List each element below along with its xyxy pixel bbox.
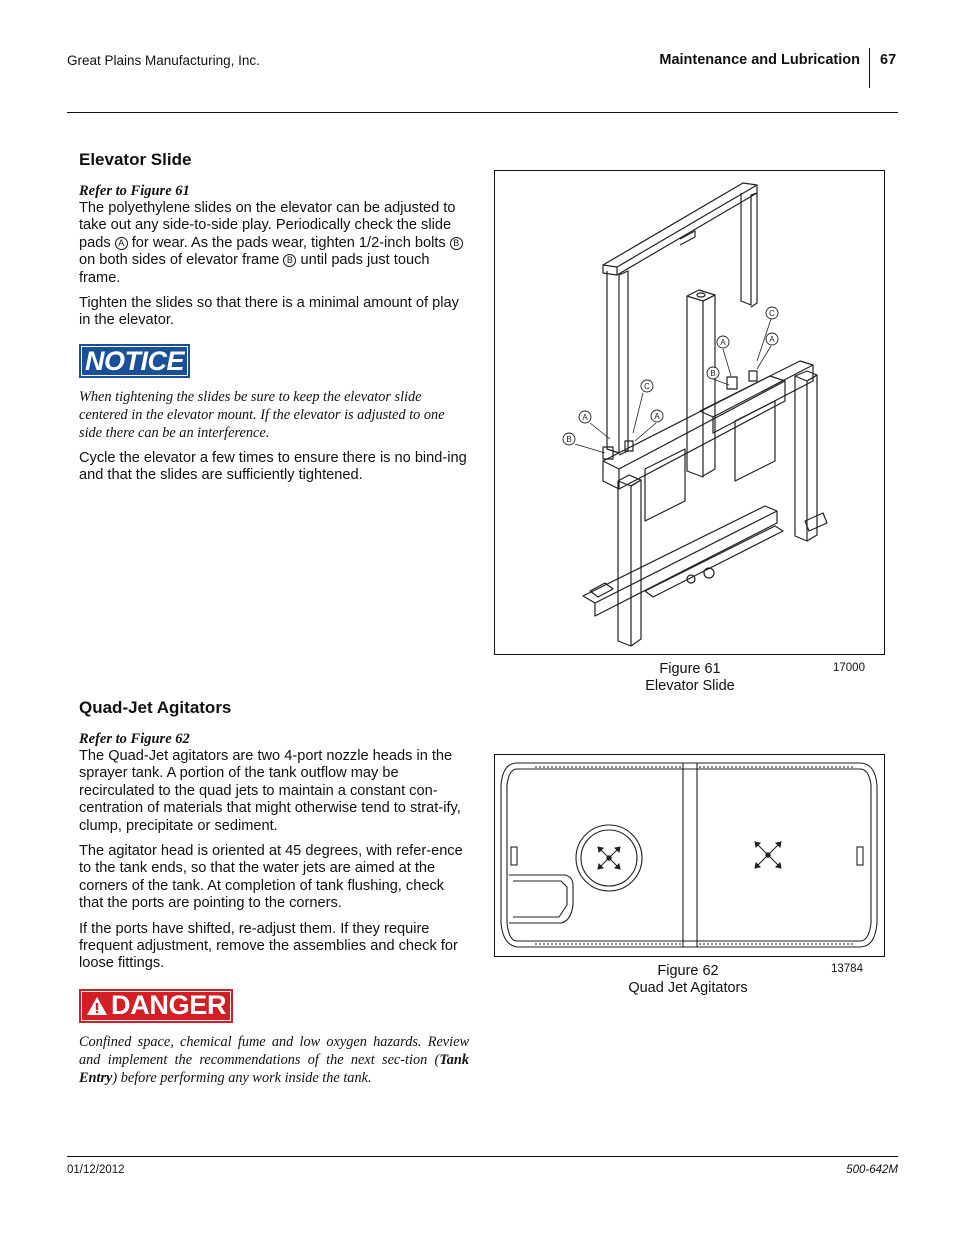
figure-62-quad-jet-agitators bbox=[494, 754, 885, 957]
callout-b-icon: B bbox=[283, 254, 296, 267]
fig61-callout-b1: B bbox=[566, 435, 572, 444]
tank-top-view-drawing bbox=[495, 755, 884, 956]
agitator-jet-right bbox=[755, 842, 781, 868]
header-rule bbox=[67, 112, 898, 113]
figure-61-reference: Refer to Figure 61 bbox=[79, 183, 190, 199]
figure-61-elevator-slide bbox=[494, 170, 885, 655]
agitator-paragraph-2: The agitator head is oriented at 45 degrees, with refer-ence to the tank ends, so that the water jets are aimed at the corners of the tank. At completion of tank flushing, check that the ports are pointing to the corners. bbox=[79, 843, 463, 912]
elevator-slide-heading: Elevator Slide bbox=[79, 150, 192, 169]
fig61-callout-a3: A bbox=[720, 338, 726, 347]
fig61-callout-c1: C bbox=[644, 382, 650, 391]
fig61-callout-b2: B bbox=[710, 369, 716, 378]
quad-jet-heading: Quad-Jet Agitators bbox=[79, 698, 232, 717]
footer-rule bbox=[67, 1156, 898, 1157]
agitator-jet-left bbox=[598, 847, 620, 869]
fig61-callout-a4: A bbox=[769, 335, 775, 344]
header-section-title: Maintenance and Lubrication bbox=[659, 52, 860, 68]
notice-badge: NOTICE bbox=[79, 344, 190, 378]
callout-b-icon: B bbox=[450, 237, 463, 250]
callout-a-icon: A bbox=[115, 237, 128, 250]
elevator-paragraph-1: The polyethylene slides on the elevator can be adjusted to take out any side-to-side play. Periodically check the slide pads A for wear. As the pads wear, tighten 1/2-inch bolts B on both sides of elevator frame B until pads just touch frame. bbox=[79, 200, 469, 287]
fig61-callout-c2: C bbox=[769, 309, 775, 318]
footer-document-number: 500-642M bbox=[846, 1164, 898, 1176]
elevator-paragraph-2: Tighten the slides so that there is a minimal amount of play in the elevator. bbox=[79, 295, 459, 329]
agitator-paragraph-3: If the ports have shifted, re-adjust them. If they require frequent adjustment, remove the assemblies and check for loose fittings. bbox=[79, 920, 458, 972]
fig61-callout-a1: A bbox=[582, 413, 588, 422]
header-company: Great Plains Manufacturing, Inc. bbox=[67, 53, 260, 68]
figure-62-caption: Figure 62 Quad Jet Agitators bbox=[628, 963, 748, 996]
figure-62-id: 13784 bbox=[831, 963, 863, 975]
footer-date: 01/12/2012 bbox=[67, 1164, 125, 1176]
agitator-paragraph-1: The Quad-Jet agitators are two 4-port nozzle heads in the sprayer tank. A portion of the tank outflow may be recirculated to the quad jets to maintain a constant con-centration of materials that might otherwise tend to strat-ify, clump, precipitate or sediment. bbox=[79, 748, 461, 834]
quad-jet-section bbox=[79, 698, 469, 1095]
figure-61-id: 17000 bbox=[833, 662, 865, 674]
elevator-slide-section bbox=[79, 150, 469, 493]
fig61-callout-a2: A bbox=[654, 412, 660, 421]
figure-61-caption: Figure 61 Elevator Slide bbox=[645, 661, 735, 694]
elevator-slide-drawing bbox=[495, 171, 884, 654]
header-divider bbox=[869, 48, 870, 88]
elevator-paragraph-3: Cycle the elevator a few times to ensure there is no bind-ing and that the slides are sufficiently tightened. bbox=[79, 449, 467, 484]
notice-text: When tightening the slides be sure to keep the elevator slide centered in the elevator mount. If the elevator is adjusted to one side there can be an interference. bbox=[79, 388, 445, 441]
warning-triangle-icon bbox=[86, 995, 108, 1017]
danger-text: Confined space, chemical fume and low oxygen hazards. Review and implement the recommendations of the next sec-tion (Tank Entry) before performing any work inside the tank. bbox=[79, 1033, 469, 1086]
page-number: 67 bbox=[880, 52, 897, 68]
danger-badge: DANGER bbox=[79, 989, 233, 1023]
figure-62-reference: Refer to Figure 62 bbox=[79, 731, 190, 747]
